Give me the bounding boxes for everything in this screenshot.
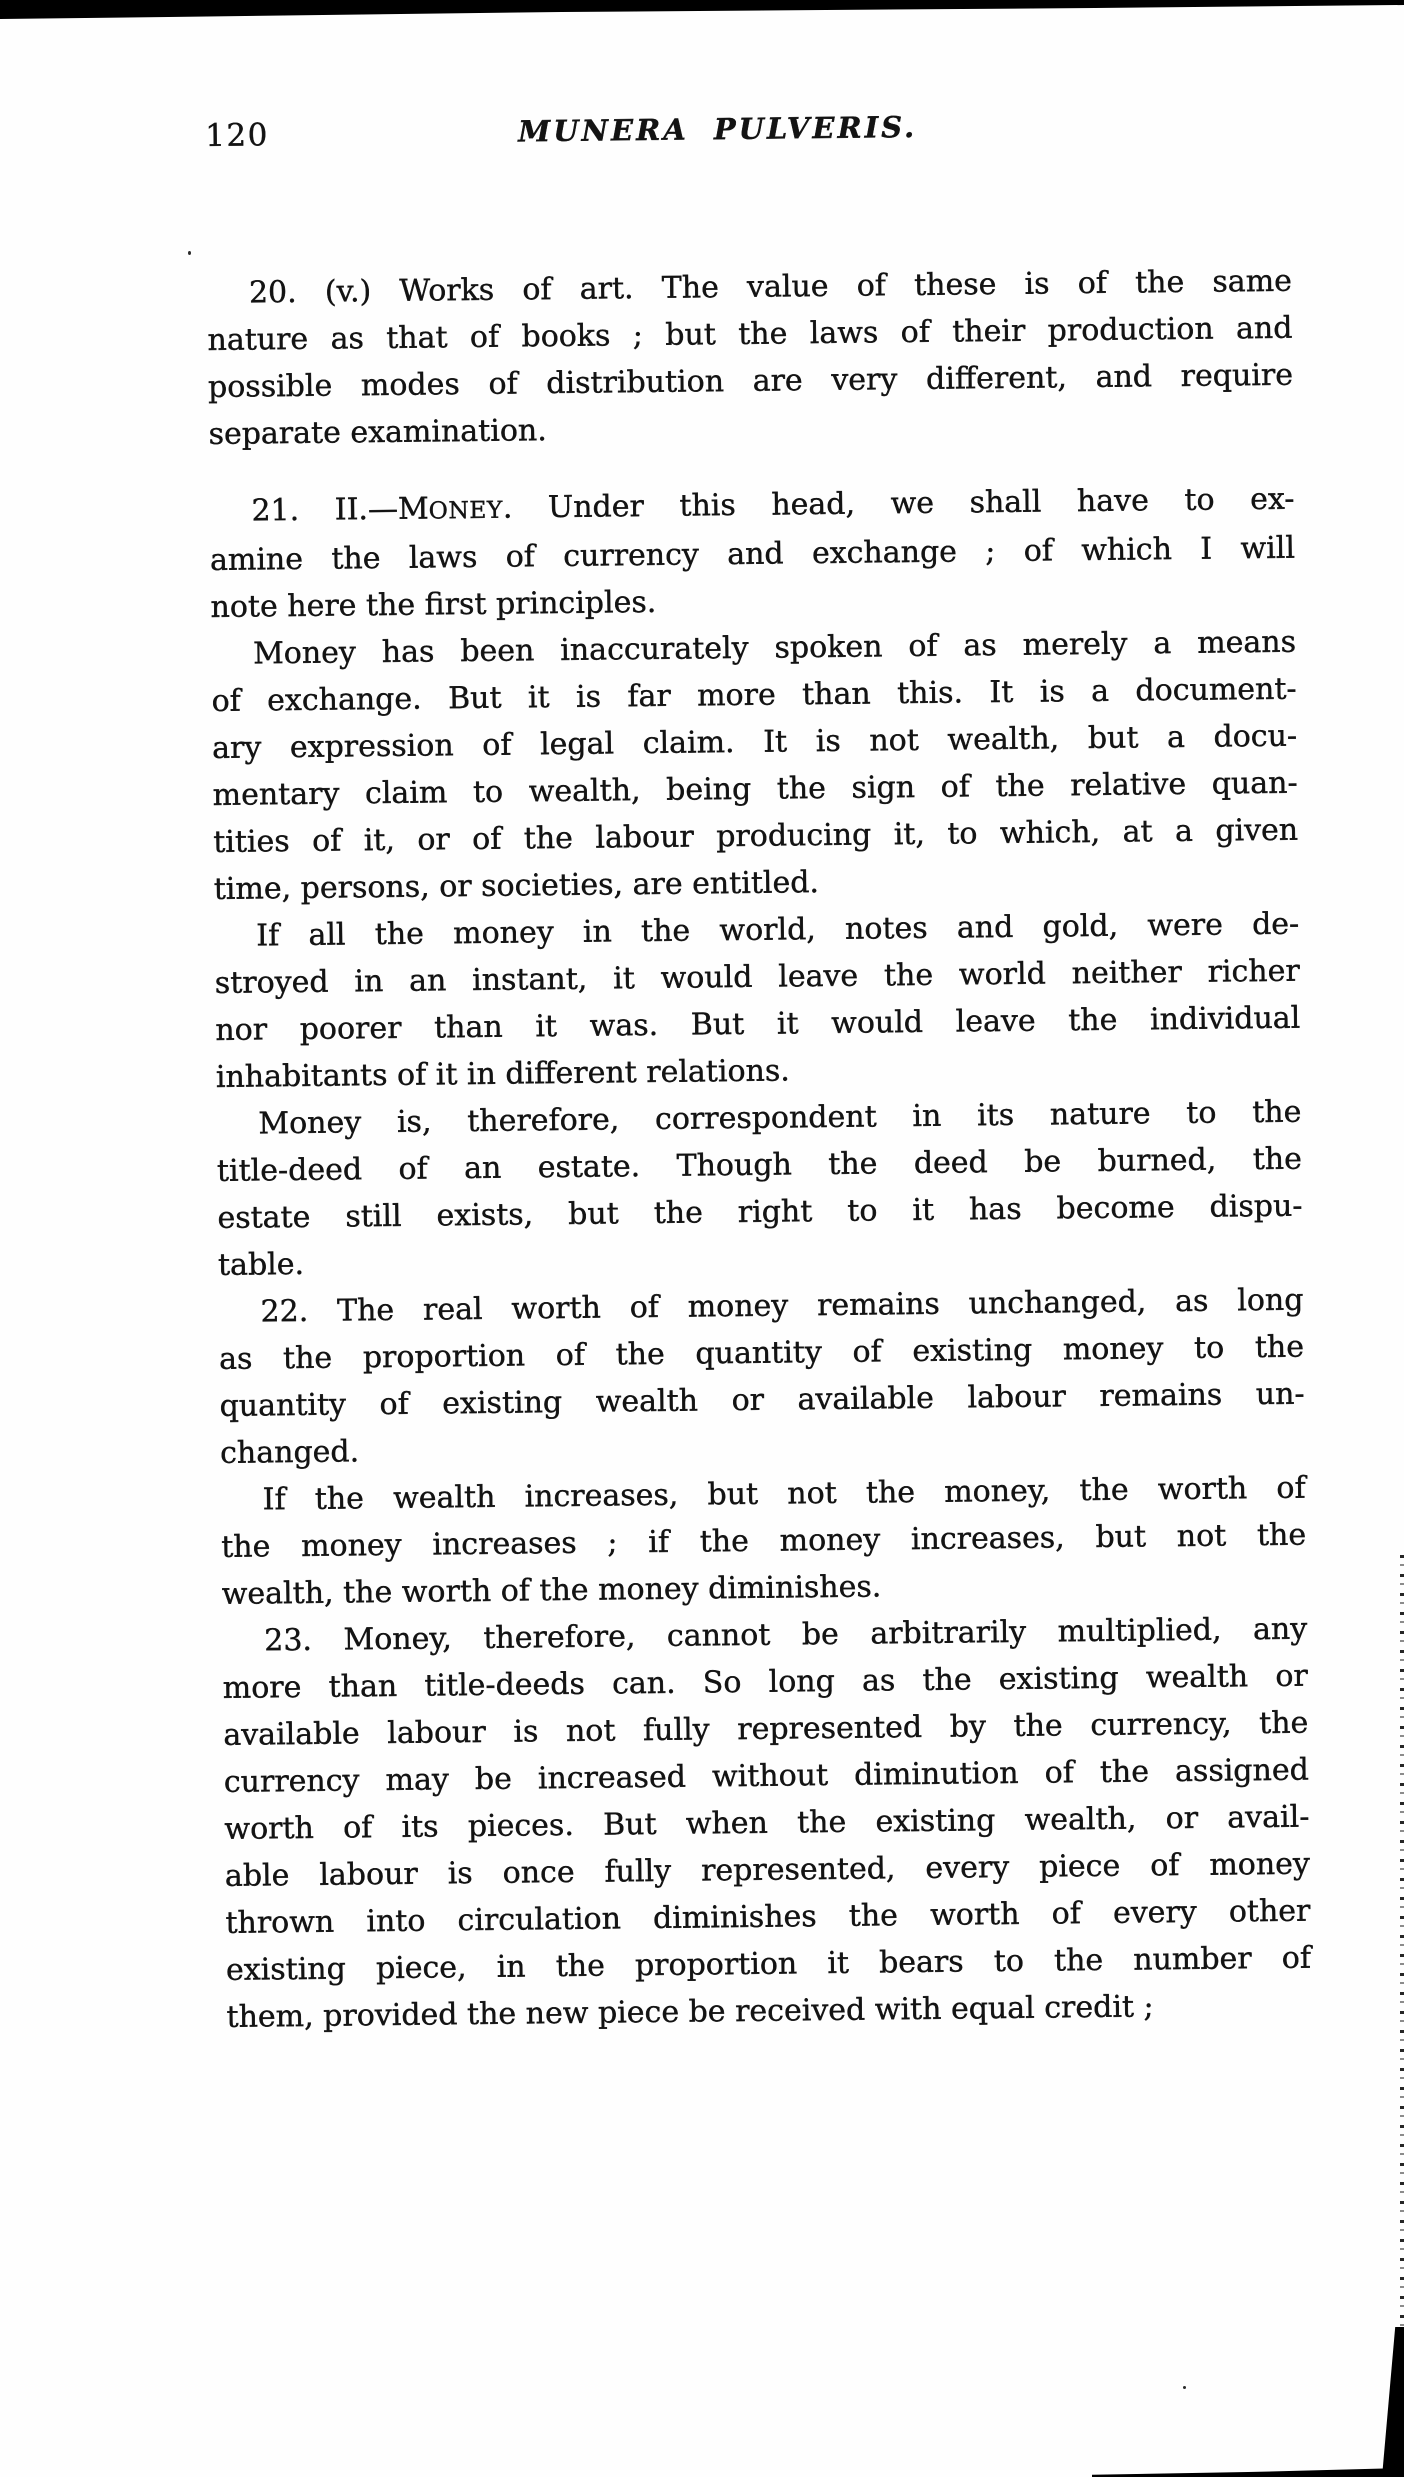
text-line: title-deed of an estate. Though the deed be burned, the xyxy=(216,1141,1303,1189)
small-caps-text: ONEY xyxy=(428,495,504,525)
paragraph xyxy=(222,1606,1312,2041)
text-line: If all the money in the world, notes and gold, were de- xyxy=(256,906,1300,954)
scan-edge-bottom xyxy=(1092,2468,1404,2477)
text-line: 20. (v.) Works of art. The value of these is of the same xyxy=(248,263,1293,311)
text-segment: 21. II.—M xyxy=(251,491,429,529)
text-line: worth of its pieces. But when the existing wealth, or avail- xyxy=(224,1799,1310,1847)
scan-corner-bottom-right xyxy=(1382,2327,1404,2477)
text-line: thrown into circulation diminishes the worth of every other xyxy=(225,1893,1311,1941)
page-body xyxy=(207,258,1312,2041)
text-line: nor poorer than it was. But it would leave the individual xyxy=(215,1000,1301,1048)
text-line: If the wealth increases, but not the money, the worth of xyxy=(262,1470,1306,1518)
text-line: table. xyxy=(217,1246,305,1283)
text-line: mentary claim to wealth, being the sign of the relative quan- xyxy=(212,765,1298,813)
page-header xyxy=(205,106,1290,164)
text-line: the money increases ; if the money increases, but not the xyxy=(221,1517,1307,1565)
text-line: nature as that of books ; but the laws of their production and xyxy=(207,310,1293,358)
text-segment: . Under this head, we shall have to ex- xyxy=(502,481,1295,526)
text-line: more than title-deeds can. So long as the existing wealth or xyxy=(222,1658,1308,1706)
text-line: existing piece, in the proportion it bears to the number of xyxy=(225,1940,1312,1988)
paragraph xyxy=(218,1277,1305,1477)
text-line: quantity of existing wealth or available labour remains un- xyxy=(219,1376,1305,1424)
text-line: Money has been inaccurately spoken of as merely a means xyxy=(252,624,1297,672)
text-line: currency may be increased without diminution of the assigned xyxy=(223,1752,1310,1800)
scan-speck xyxy=(1183,2386,1186,2389)
text-line: possible modes of distribution are very different, and require xyxy=(207,357,1294,405)
page-content xyxy=(205,106,1312,2041)
text-line: as the proportion of the quantity of existing money to the xyxy=(218,1329,1305,1377)
paragraph xyxy=(220,1465,1307,1618)
paragraph xyxy=(214,901,1301,1101)
paragraph xyxy=(216,1089,1303,1289)
text-line: stroyed in an instant, it would leave the world neither richer xyxy=(214,953,1300,1001)
text-line: changed. xyxy=(219,1434,360,1471)
text-line: amine the laws of currency and exchange ; of which I will xyxy=(209,530,1296,578)
text-line: tities of it, or of the labour producing it, to which, at a given xyxy=(213,812,1299,860)
text-line: estate still exists, but the right to it has become dispu- xyxy=(217,1188,1303,1236)
paragraph xyxy=(207,258,1294,458)
scan-edge-top xyxy=(0,0,1404,22)
page-number: 120 xyxy=(205,117,270,154)
text-line: 22. The real worth of money remains unchanged, as long xyxy=(260,1282,1304,1330)
text-line: available labour is not fully represented by the currency, the xyxy=(223,1705,1309,1753)
paragraph xyxy=(209,476,1296,631)
text-line: them, provided the new piece be received with equal credit ; xyxy=(226,1989,1154,2035)
text-line: ary expression of legal claim. It is not wealth, but a docu- xyxy=(211,718,1298,766)
paragraph xyxy=(211,619,1299,913)
text-line: time, persons, or societies, are entitled. xyxy=(213,865,820,907)
scan-speck xyxy=(188,251,191,255)
text-line: wealth, the worth of the money diminishes. xyxy=(221,1569,882,1612)
text-line: inhabitants of it in different relations. xyxy=(215,1053,790,1095)
text-line: note here the first principles. xyxy=(210,584,657,625)
text-line: Money is, therefore, correspondent in its nature to the xyxy=(258,1094,1302,1142)
text-line: of exchange. But it is far more than this. It is a document- xyxy=(211,671,1297,719)
running-title: MUNERA PULVERIS. xyxy=(517,109,918,149)
text-line: 23. Money, therefore, cannot be arbitrarily multiplied, any xyxy=(264,1611,1308,1659)
text-line: able labour is once fully represented, every piece of money xyxy=(224,1846,1311,1894)
text-line: separate examination. xyxy=(208,413,547,452)
